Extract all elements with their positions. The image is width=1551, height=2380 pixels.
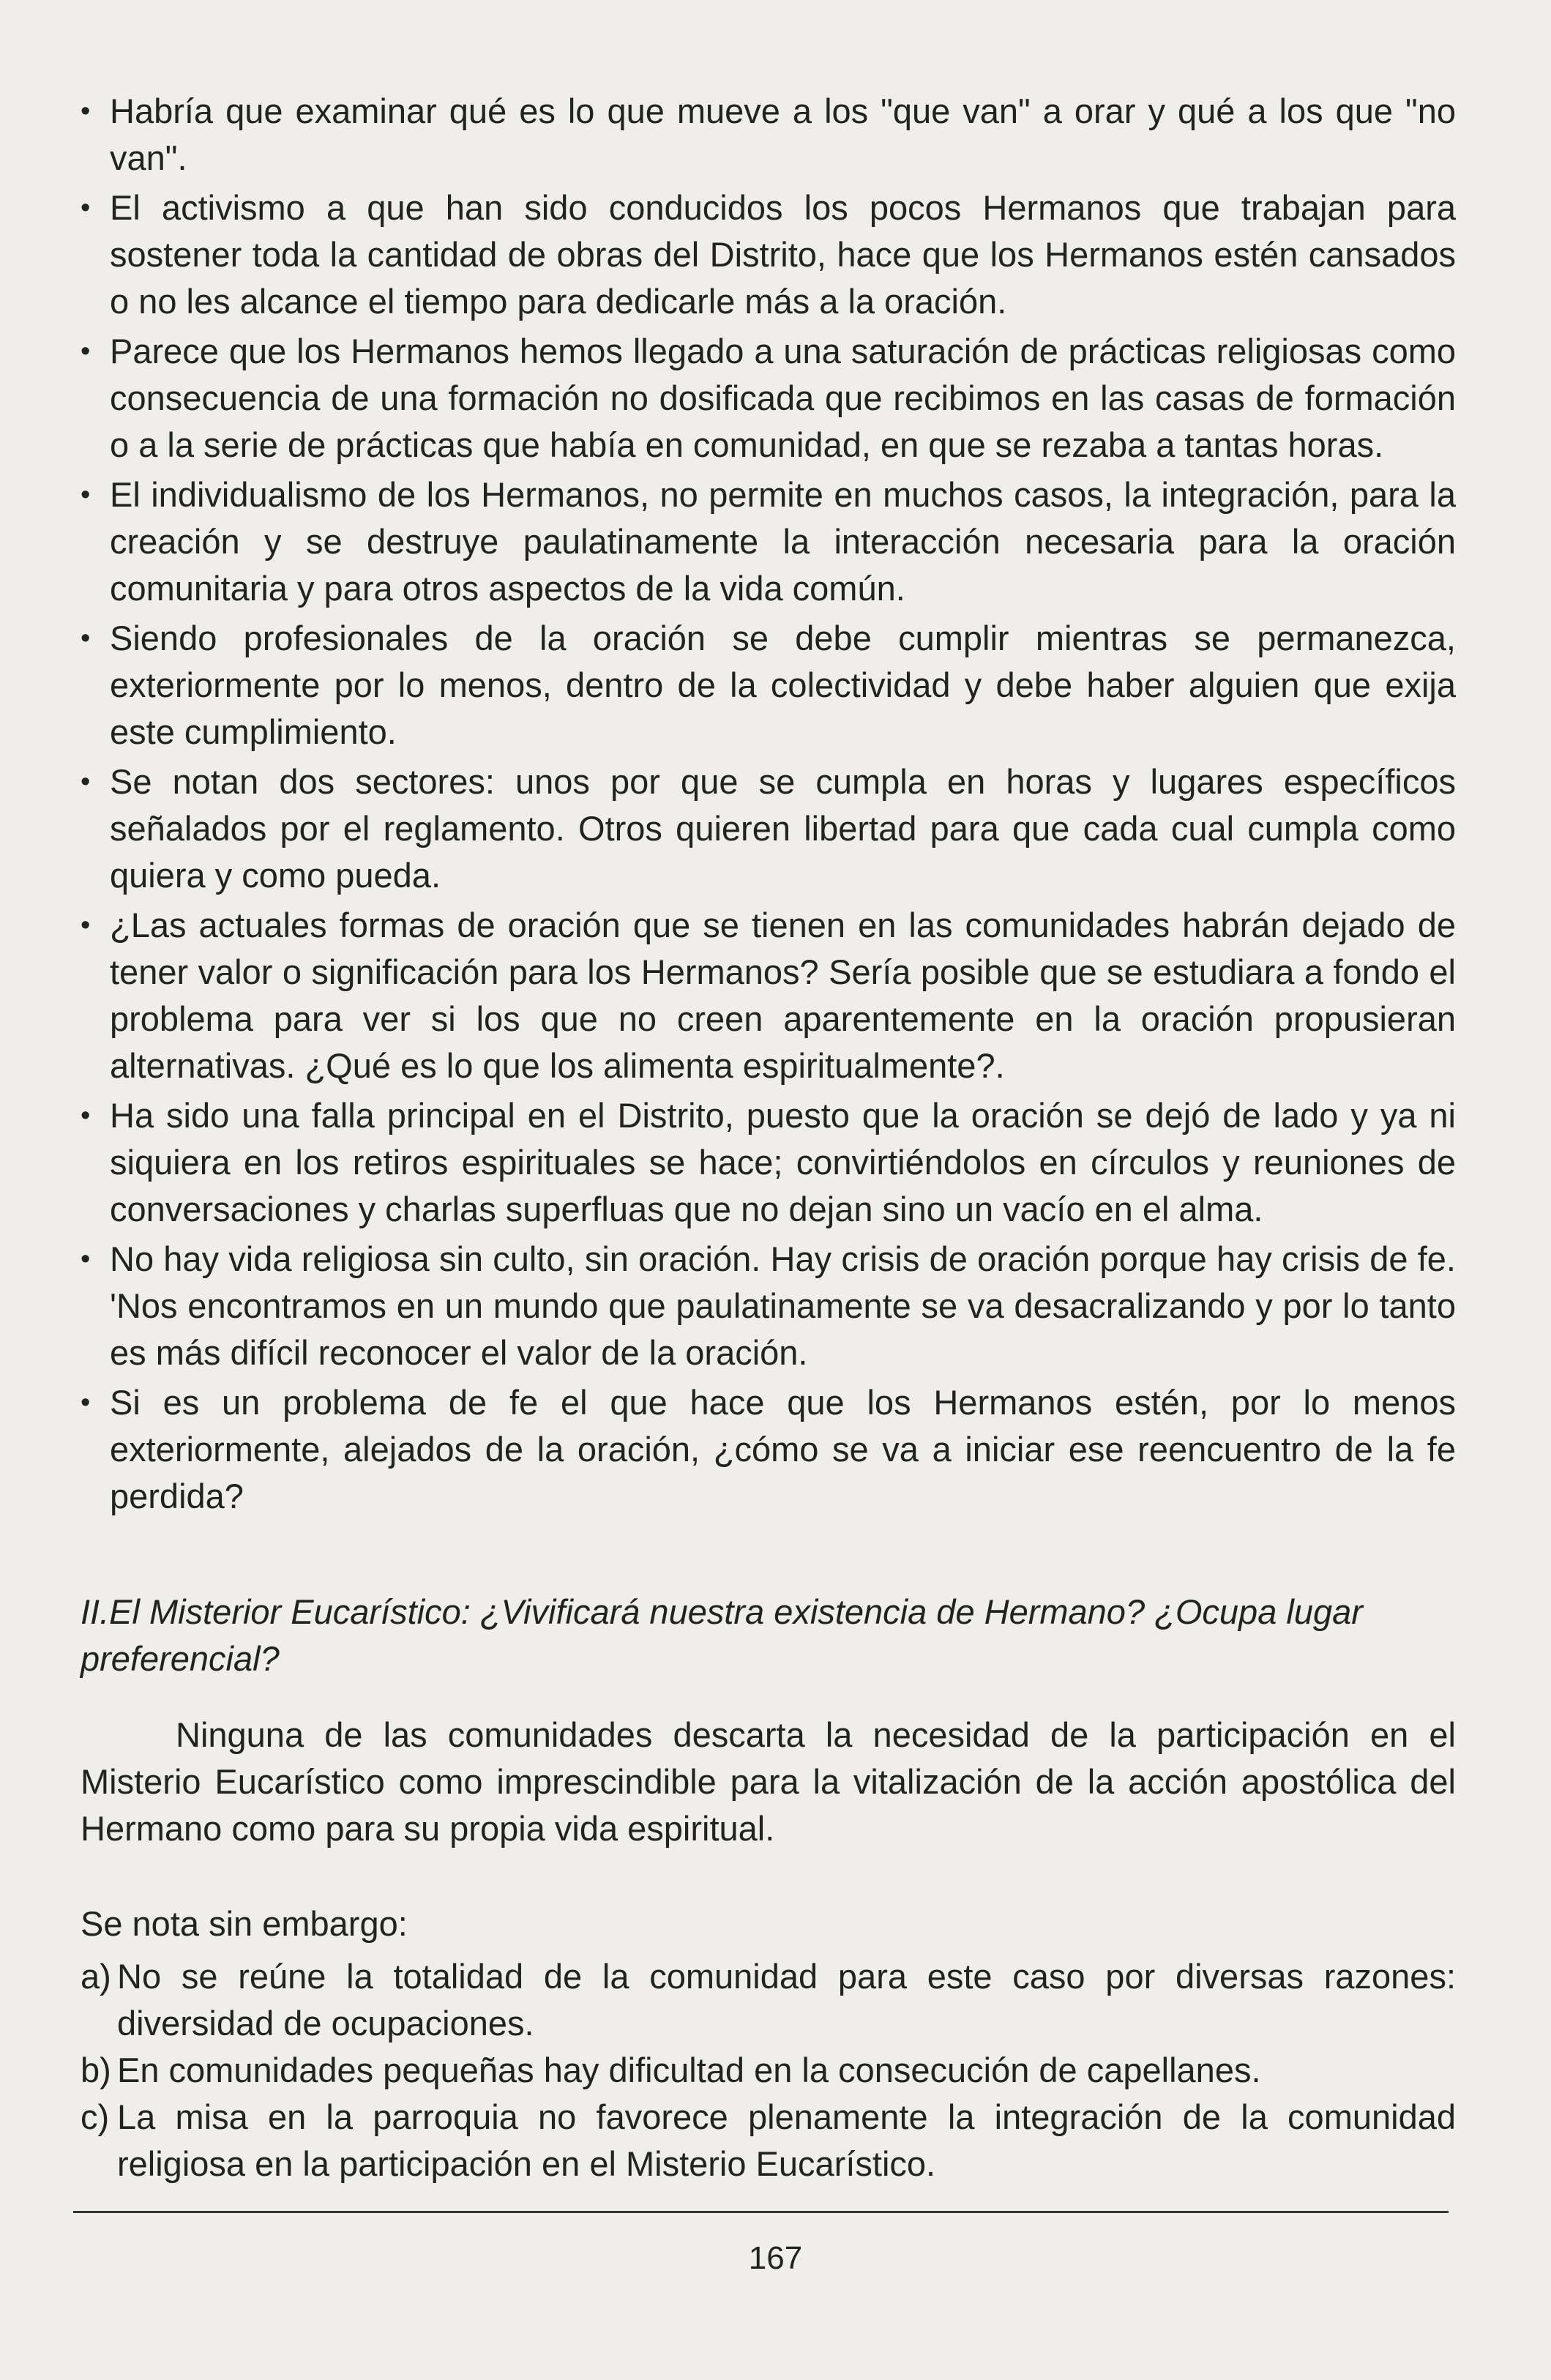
bullet-mark: • — [81, 766, 91, 797]
page-number: 167 — [748, 2240, 803, 2276]
bullet-mark: • — [81, 1100, 91, 1131]
bullet-text: Siendo profesionales de la oración se debe cumplir mientras se permanezca, exteriormente por lo menos, dentro de la colectividad y debe haber alguien que exija este cumplimiento. — [110, 619, 1456, 751]
bullet-text: Si es un problema de fe el que hace que los Hermanos estén, por lo menos exteriormente, alejados de la oración, ¿cómo se va a iniciar ese reencuentro de la fe perdida? — [110, 1383, 1456, 1515]
bullet-mark: • — [81, 96, 91, 127]
lettered-list — [81, 1953, 1456, 2187]
bullet-item — [81, 1092, 1456, 1233]
footer-rule — [73, 2211, 1449, 2213]
bullet-text: No hay vida religiosa sin culto, sin oración. Hay crisis de oración porque hay crisis de fe. 'Nos encontramos en un mundo que paulatinamente se va desacralizando y por lo tanto es más difícil reconocer el valor de la oración. — [110, 1239, 1456, 1372]
bullet-mark: • — [81, 336, 91, 367]
bullet-item — [81, 615, 1456, 756]
bullet-text: El individualismo de los Hermanos, no permite en muchos casos, la integración, para la creación y se destruye paulatinamente la interacción necesaria para la oración comunitaria y para otros aspectos de la vida común. — [110, 475, 1456, 608]
bullet-text: Se notan dos sectores: unos por que se cumpla en horas y lugares específicos señalados por el reglamento. Otros quieren libertad para que cada cual cumpla como quiera y como pueda. — [110, 762, 1456, 895]
item-text: La misa en la parroquia no favorece plenamente la integración de la comunidad religiosa en la participación en el Misterio Eucarístico. — [117, 2097, 1456, 2183]
bullet-mark: • — [81, 623, 91, 654]
list-intro: Se nota sin embargo: — [81, 1904, 408, 1943]
bullet-item — [81, 184, 1456, 325]
bullet-item — [81, 758, 1456, 899]
bullet-text: ¿Las actuales formas de oración que se tienen en las comunidades habrán dejado de tener valor o significación para los Hermanos? Sería posible que se estudiara a fondo el problema para ver si los que no creen aparentemente en la oración propusieran alternativas. ¿Qué es lo que los alimenta espiritualmente?. — [110, 906, 1456, 1085]
lettered-item — [81, 2094, 1456, 2187]
bullet-mark: • — [81, 480, 91, 510]
bullet-item — [81, 471, 1456, 612]
bullet-item — [81, 1379, 1456, 1520]
item-text: En comunidades pequeñas hay dificultad en la consecución de capellanes. — [117, 2051, 1261, 2089]
bullet-item — [81, 328, 1456, 469]
bullet-list — [81, 88, 1456, 1520]
item-text: No se reúne la totalidad de la comunidad para este caso por diversas razones: diversidad de ocupaciones. — [117, 1957, 1456, 2043]
bullet-mark: • — [81, 1387, 91, 1418]
bullet-mark: • — [81, 193, 91, 223]
lettered-item — [81, 1953, 1456, 2047]
body-paragraph: Ninguna de las comunidades descarta la necesidad de la participación en el Misterio Eucarístico como imprescindible para la vitalización de la acción apostólica del Hermano como para su propia vida espiritual. — [81, 1715, 1456, 1848]
bullet-text: Parece que los Hermanos hemos llegado a una saturación de prácticas religiosas como consecuencia de una formación no dosificada que recibimos en las casas de formación o a la serie de prácticas que había en comunidad, en que se rezaba a tantas horas. — [110, 332, 1456, 464]
item-letter: c) — [81, 2097, 110, 2136]
bullet-item — [81, 902, 1456, 1089]
bullet-mark: • — [81, 1244, 91, 1275]
section-heading: II.El Misterior Eucarístico: ¿Vivificará nuestra existencia de Hermano? ¿Ocupa lugar preferencial? — [81, 1592, 1363, 1678]
item-letter: b) — [81, 2051, 111, 2089]
bullet-text: Habría que examinar qué es lo que mueve a los "que van" a orar y qué a los que "no van". — [110, 92, 1456, 177]
item-letter: a) — [81, 1957, 111, 1996]
bullet-text: Ha sido una falla principal en el Distrito, puesto que la oración se dejó de lado y ya ni siquiera en los retiros espirituales se hace; convirtiéndolos en círculos y reuniones de conversaciones y charlas superfluas que no dejan sino un vacío en el alma. — [110, 1096, 1456, 1228]
bullet-text: El activismo a que han sido conducidos los pocos Hermanos que trabajan para sostener toda la cantidad de obras del Distrito, hace que los Hermanos estén cansados o no les alcance el tiempo para dedicarle más a la oración. — [110, 188, 1456, 321]
bullet-mark: • — [81, 910, 91, 941]
lettered-item — [81, 2047, 1456, 2094]
bullet-item — [81, 88, 1456, 182]
bullet-item — [81, 1236, 1456, 1376]
